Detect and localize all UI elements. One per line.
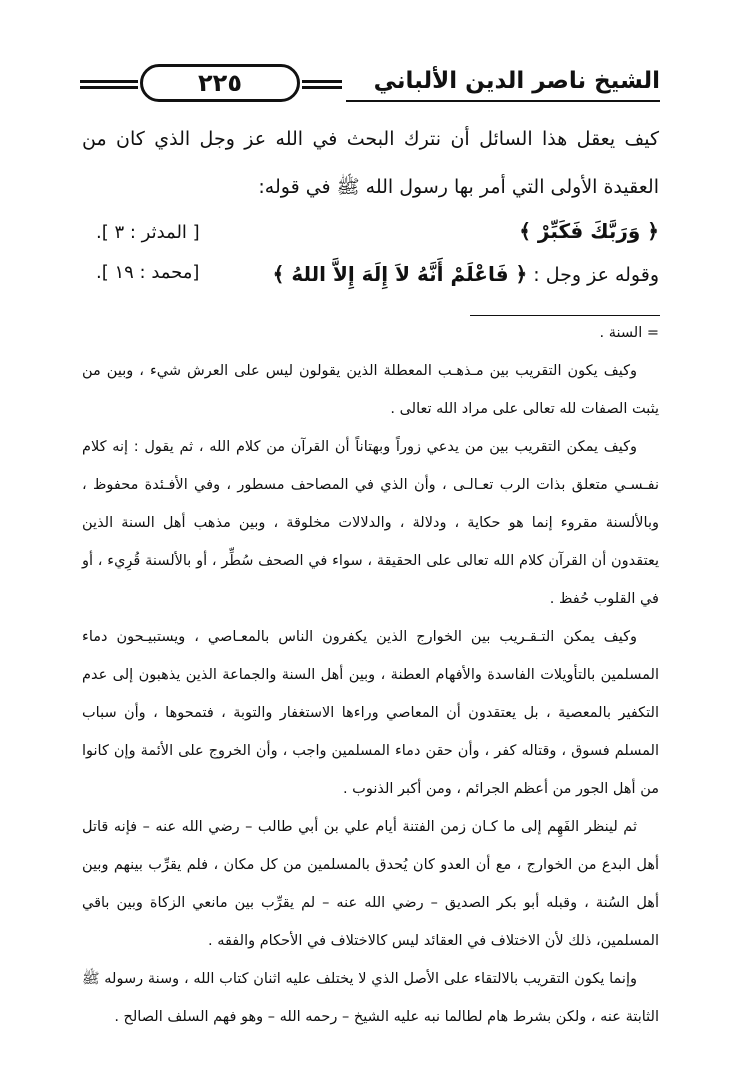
quran-verse-1: ﴿ وَرَبَّكَ فَكَبِّرْ ﴾ xyxy=(519,219,659,243)
footnote-continuation: = السنة . xyxy=(599,325,659,341)
main-text-line-1: كيف يعقل هذا السائل أن نترك البحث في الله عز وجل الذي كان من xyxy=(82,128,659,150)
running-title: الشيخ ناصر الدين الألباني xyxy=(373,68,660,94)
footnote-paragraph-2: وكيف يمكن التقريب بين من يدعي زوراً وبهتاناً أن القرآن من كلام الله ، ثم يقول : إنه كلام نفـسـي متعلق بذات الرب تعـالـى ، وأن الذي في المصاحف مسطور ، وفي الأفـئدة محفوظ ، وبالألسنة مقروء إنما هو حكاية ، ودلالة ، والدلالات مخلوقة ، وبين مذهب أهل السنة الذين يعتقدون أن القرآن كلام الله تعالى على الحقيقة ، سواء في الصحف سُطِّر ، أو بالألسنة قُرِيء ، أو في القلوب حُفظ . xyxy=(82,439,659,607)
page-number: ٢٢٥ xyxy=(198,69,242,97)
footnote-paragraph-5: وإنما يكون التقريب بالالتقاء على الأصل الذي لا يختلف عليه اثنان كتاب الله ، وسنة رسوله ﷺ الثابتة عنه ، ولكن بشرط هام لطالما نبه عليه الشيخ – رحمه الله – وهو فهم السلف الصالح . xyxy=(82,971,659,1025)
main-text-line-4 xyxy=(273,262,659,286)
page-number-frame xyxy=(140,64,300,102)
verse-intro: وقوله عز وجل : xyxy=(533,264,659,286)
main-text-line-2: العقيدة الأولى التي أمر بها رسول الله ﷺ في قوله: xyxy=(258,176,659,198)
footnote-block xyxy=(82,314,659,1036)
quran-verse-2: ﴿ فَاعْلَمْ أَنَّهُ لاَ إِلَهَ إِلاَّ اللهُ ﴾ xyxy=(272,262,528,286)
header-rule-right xyxy=(302,80,342,89)
verse-reference-1: [ المدثر : ٣ ]. xyxy=(96,222,200,243)
footnote-paragraph-3: وكيف يمكن التـقـريب بين الخوارج الذين يكفرون الناس بالمعـاصي ، ويستبيـحون دماء المسلمين بالتأويلات الفاسدة والأفهام العطنة ، وبين أهل السنة والجماعة الذين يذهبون إلى عدم التكفير بالمعصية ، بل يعتقدون أن المعاصي وراءها الاستغفار والتوبة ، فتمحوها ، وأن سباب المسلم فسوق ، وقتاله كفر ، وأن حقن دماء المسلمين واجب ، وأن الخروج على الأئمة وإن كانوا من أهل الجور من أعظم الجرائم ، ومن أكبر الذنوب . xyxy=(82,629,659,797)
footnote-paragraph-4: ثم لينظر الفَهِم إلى ما كـان زمن الفتنة أيام علي بن أبي طالب – رضي الله عنه – فإنه قاتل أهل البدع من الخوارج ، مع أن العدو كان يُحدق بالمسلمين من كل مكان ، فلم يقرِّب بينهم وبين أهل السُنة ، وقبله أبو بكر الصديق – رضي الله عنه – لم يقرِّب بين مانعي الزكاة وبين باقي المسلمين، ذلك لأن الاختلاف في العقائد ليس كالاختلاف في الأحكام والفقه . xyxy=(82,819,659,949)
page-header xyxy=(80,62,660,110)
header-rule-left xyxy=(80,80,138,89)
footnote-paragraph-1: وكيف يكون التقريب بين مـذهـب المعطلة الذين يقولون ليس على العرش شيء ، وبين من يثبت الصفات لله تعالى على مراد الله تعالى . xyxy=(82,363,659,417)
verse-reference-2: [محمد : ١٩ ]. xyxy=(96,262,200,283)
header-underline xyxy=(346,100,660,102)
